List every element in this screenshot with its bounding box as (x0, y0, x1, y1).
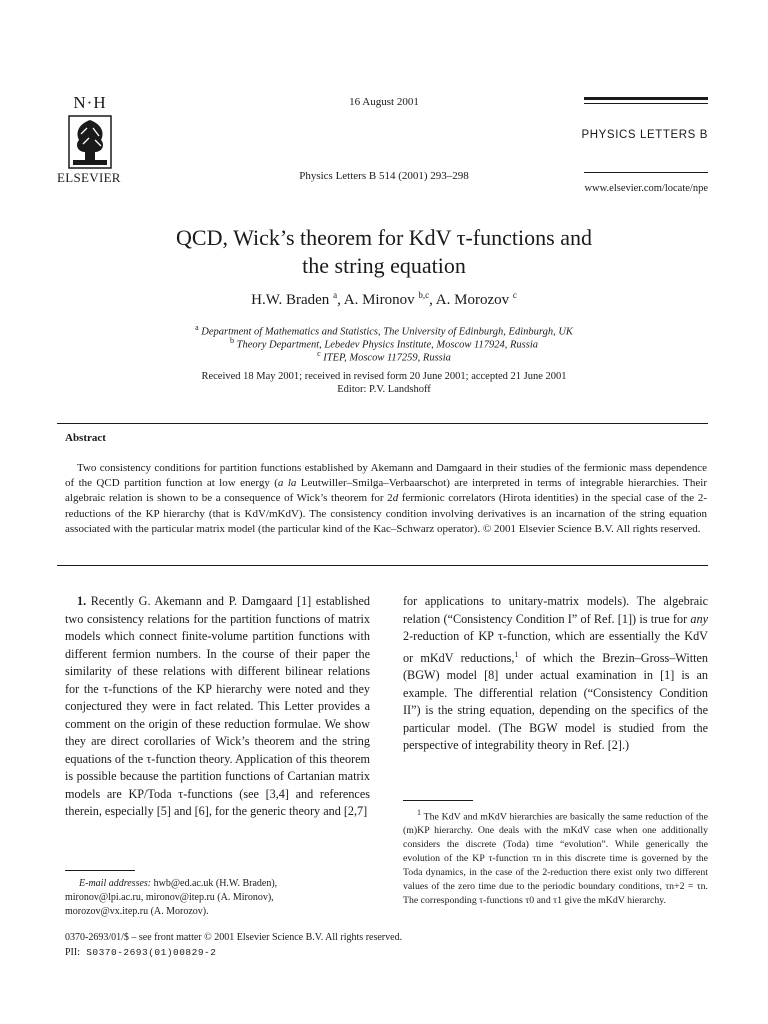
publisher-name: ELSEVIER (57, 170, 121, 185)
paper-title (0, 224, 768, 280)
body-text: 2-reduction of KP τ-function, which are essentially the KdV or mKdV reductions, (403, 629, 708, 665)
author-name: H.W. Braden (251, 292, 330, 308)
author-name: A. Morozov (435, 292, 510, 308)
editor: Editor: P.V. Landshoff (337, 384, 431, 395)
footnote-ref[interactable]: 1 (514, 649, 519, 659)
abstract-part: Two consistency conditions for partition functions established by Akemann and Damgaard in their studies of the fermionic mass dependence of the QCD partition function at low energy ( (65, 462, 707, 490)
email-label: E-mail addresses: (79, 878, 152, 889)
body-column-left (65, 593, 370, 821)
author-affil-sup: a (333, 290, 338, 300)
abstract-rule (57, 423, 708, 424)
footnote-rule (65, 870, 135, 871)
body-italic: any (690, 611, 708, 626)
journal-rule (584, 103, 708, 104)
affiliation-sup: b (230, 336, 235, 345)
abstract-heading: Abstract (65, 432, 106, 444)
affiliation-text: ITEP, Moscow 117259, Russia (323, 352, 451, 364)
received-dates: Received 18 May 2001; received in revised form 20 June 2001; accepted 21 June 2001 (201, 371, 567, 382)
abstract-part: fermionic correlators (Hirota identities) in the special case of the 2-reductions of the KP hierarchy (that is KdV/mKdV). The consistency condition involving derivatives is an incarnation of the string equation associated with the particular matrix model (the particular kind of the Kac–Schwarz operator). © 2001 Elsevier Science B.V. All rights reserved. (65, 492, 707, 535)
affiliation-sup: c (317, 349, 321, 358)
author-affil-sup: b,c (418, 290, 430, 300)
journal-name: PHYSICS LETTERS B (581, 129, 708, 141)
pii-line (65, 945, 402, 960)
issue-date: 16 August 2001 (349, 96, 419, 108)
author-list: H.W. Braden $^a$, A. Mironov $^{b,c}$, A. Morozov $^c$ (251, 290, 517, 308)
email-line: mironov@lpi.ac.ru, mironov@itep.ru (A. Mironov), (65, 892, 274, 903)
journal-rule (584, 172, 708, 173)
elsevier-tree-icon (67, 114, 113, 170)
pii-value: S0370-2693(01)00829-2 (80, 947, 217, 958)
issn-line: 0370-2693/01/$ – see front matter © 2001 Elsevier Science B.V. All rights reserved. (65, 932, 403, 943)
affiliation-text: Department of Mathematics and Statistics, The University of Edinburgh, Edinburgh, UK (201, 326, 573, 338)
author-affil-sup: c (512, 290, 517, 300)
citation: Physics Letters B 514 (2001) 293–298 (299, 170, 469, 182)
abstract-rule (57, 565, 708, 566)
affiliation-sup: a (195, 323, 199, 332)
article-history (0, 370, 768, 396)
footnote-1 (403, 806, 708, 908)
abstract-part: Leutwiller–Smilga–Verbaarschot) are interpreted in terms of integrable hierarchies. Their algebraic relation is shown to be a consequence of Wick’s theorem for 2 (65, 477, 708, 505)
affiliation-text: Theory Department, Lebedev Physics Institute, Moscow 117924, Russia (236, 339, 538, 351)
body-text: for applications to unitary-matrix models). The algebraic relation (“Consistency Condition I” of Ref. [1]) is true for (403, 594, 708, 626)
email-line: hwb@ed.ac.uk (H.W. Braden), (151, 878, 278, 889)
front-matter (65, 930, 402, 960)
abstract-italic: d (392, 492, 399, 505)
abstract-text (65, 461, 707, 537)
footnote-rule (403, 800, 473, 801)
journal-rule (584, 97, 708, 100)
section-number: 1. (77, 594, 87, 608)
email-line: morozov@vx.itep.ru (A. Morozov). (65, 906, 209, 917)
body-text: Recently G. Akemann and P. Damgaard [1] established two consistency relations for the partition functions of matrix models which connect finite-volume partition functions with different fermion numbers. In the course of their paper the similarity of these relations with different bilinear relations for the τ-functions of the KP hierarchy were noted and they conjectured they were in fact related. This Letter provides a comment on the origin of these reduction formulae. We show they are direct corollaries of Wick’s theorem and the string equations of the τ-function theory. Application of this theorem is possible because the partition functions of Cartanian matrix models are KP/Toda τ-functions (see [3,4] and references therein, especially [5] and [6], for the generic theory and [2,7] (65, 594, 370, 818)
logo-text: N·H (73, 93, 107, 112)
journal-url[interactable]: www.elsevier.com/locate/npe (584, 183, 708, 194)
title-line-2: the string equation (302, 253, 466, 278)
affiliation (0, 347, 768, 365)
footnote-number: 1 (417, 808, 421, 817)
body-text: of which the Brezin–Gross–Witten (BGW) model [8] under actual examination in [1] is an example. The differential relation (“Consistency Condition II”) is the string equation, depending on the specifics of the particular model. (The BGW model is studied from the perspective of integrability theory in Ref. [2].) (403, 650, 708, 753)
pii-label: PII: (65, 947, 80, 958)
author-name: A. Mironov (343, 292, 415, 308)
body-column-right (403, 593, 708, 755)
email-footnote (65, 877, 370, 919)
abstract-italic: a la (277, 477, 297, 490)
title-line-1: QCD, Wick’s theorem for KdV τ-functions and (176, 225, 592, 250)
footnote-text: The KdV and mKdV hierarchies are basically the same reduction of the (m)KP hierarchy. One deals with the mKdV case when one additionally considers the discrete (Toda) time “evolution”. While generically the evolution of the KP τ-function τn in this discrete time is governed by the Toda dynamics, in the case of the 2-reduction there exist only two different values of the zero time due to the periodic boundary conditions, τn+2 = τn. The corresponding τ-functions τ0 and τ1 give the mKdV hierarchy. (403, 811, 708, 907)
